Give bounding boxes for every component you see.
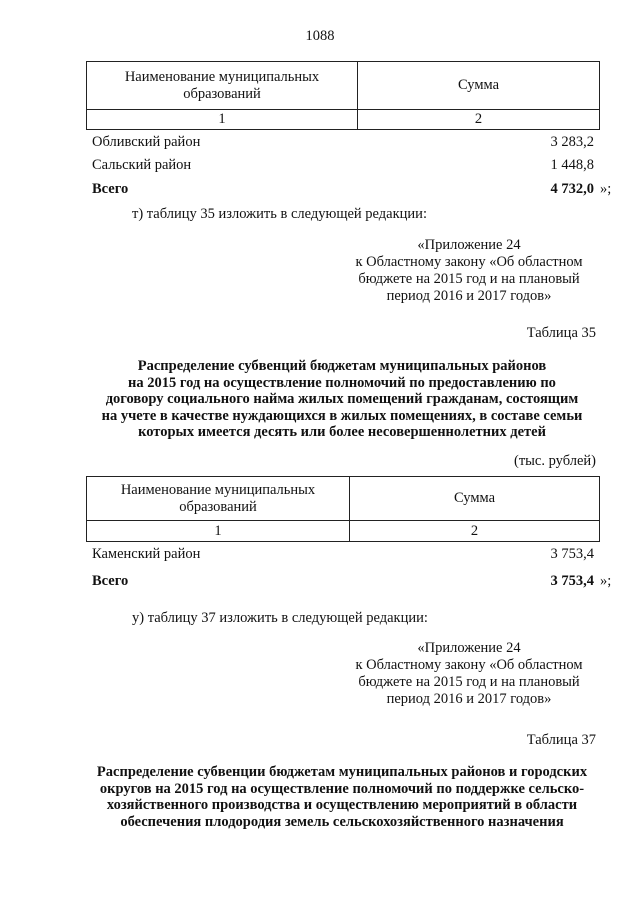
table-35-title: [80, 358, 604, 441]
table-37-title: [80, 764, 604, 830]
appendix-line: к Областному закону «Об областном: [355, 657, 583, 673]
table-row: [92, 545, 600, 563]
appendix-line: период 2016 и 2017 годов»: [386, 288, 552, 304]
page-number: 1088: [305, 28, 335, 44]
appendix-line: «Приложение 24: [417, 640, 521, 656]
column-header-name: Наименование муниципальных образований: [87, 62, 358, 110]
table-35-label: Таблица 35: [526, 325, 596, 341]
appendix-line: к Областному закону «Об областном: [355, 254, 583, 270]
appendix-line: бюджете на 2015 год и на плановый: [358, 674, 580, 690]
title-line: хозяйственного производства и осуществлению мероприятий в области: [106, 797, 578, 813]
table-header-1: [86, 61, 600, 130]
total-value: 4 732,0: [550, 181, 594, 197]
column-header-sum: Сумма: [350, 477, 600, 521]
closing-quote: »;: [600, 573, 612, 589]
row-value: 1 448,8: [550, 157, 594, 173]
column-header-sum: Сумма: [358, 62, 600, 110]
title-line: Распределение субвенций бюджетам муниципальных районов: [137, 358, 547, 374]
column-number-2: 2: [350, 521, 600, 542]
table-header-35: [86, 476, 600, 542]
title-line: округов на 2015 год на осуществление полномочий по поддержке сельско-: [99, 780, 585, 797]
closing-quote: »;: [600, 181, 612, 197]
total-value: 3 753,4: [550, 573, 594, 589]
total-label: Всего: [92, 181, 129, 197]
instruction-u: у) таблицу 37 изложить в следующей редакции:: [132, 610, 428, 626]
title-line: на 2015 год на осуществление полномочий по предоставлению по: [128, 374, 556, 391]
column-header-name: Наименование муниципальных образований: [87, 477, 350, 521]
column-number-1: 1: [87, 521, 350, 542]
row-value: 3 283,2: [550, 134, 594, 150]
appendix-reference-1: [330, 237, 608, 305]
title-line: которых имеется десять или более несовершеннолетних детей: [138, 424, 546, 440]
row-name: Каменский район: [92, 546, 201, 562]
column-number-2: 2: [358, 110, 600, 130]
units-label: (тыс. рублей): [514, 453, 596, 469]
table-row: [92, 156, 600, 174]
total-row: [92, 180, 612, 198]
title-line: обеспечения плодородия земель сельскохозяйственного назначения: [120, 813, 564, 830]
row-name: Сальский район: [92, 157, 192, 173]
title-line: на учете в качестве нуждающихся в жилых помещениях, в составе семьи: [101, 407, 583, 424]
row-value: 3 753,4: [550, 546, 594, 562]
table-row: [92, 133, 600, 151]
appendix-line: бюджете на 2015 год и на плановый: [358, 271, 580, 287]
table-37-label: Таблица 37: [526, 732, 596, 748]
row-name: Обливский район: [92, 134, 201, 150]
appendix-line: период 2016 и 2017 годов»: [386, 691, 552, 707]
total-row: [92, 572, 612, 590]
title-line: Распределение субвенции бюджетам муниципальных районов и городских: [96, 764, 588, 780]
appendix-line: «Приложение 24: [417, 237, 521, 253]
appendix-reference-2: [330, 640, 608, 708]
total-label: Всего: [92, 573, 129, 589]
column-number-1: 1: [87, 110, 358, 130]
title-line: договору социального найма жилых помещений гражданам, состоящим: [105, 391, 579, 407]
instruction-t: т) таблицу 35 изложить в следующей редакции:: [132, 206, 427, 222]
